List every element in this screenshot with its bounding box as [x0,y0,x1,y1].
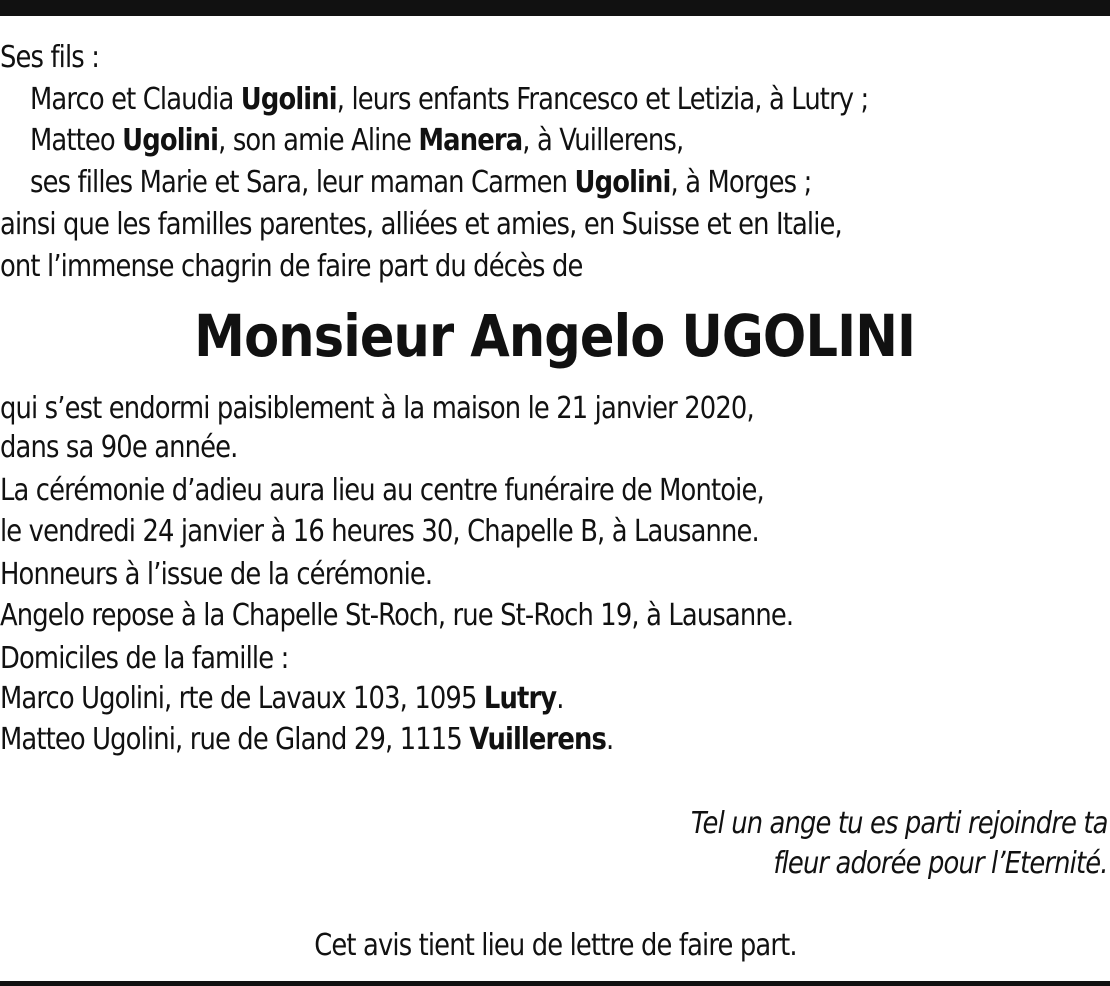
family-line-daughters-pre: ses filles Marie et Sara, leur maman Carmen [30,165,575,200]
families-line: ainsi que les familles parentes, alliées et amies, en Suisse et en Italie, [0,207,842,242]
address-line-marco-text: Marco Ugolini, rte de Lavaux 103, 1095 [0,681,484,716]
detail-line: Angelo repose à la Chapelle St-Roch, rue St-Roch 19, à Lausanne. [0,598,794,633]
intro-text: Ses fils : [0,40,100,75]
notice-footer [0,928,1110,964]
quote-line: fleur adorée pour l’Eternité. [773,846,1108,881]
top-border-rule [0,0,1110,16]
detail-line: le vendredi 24 janvier à 16 heures 30, Chapelle B, à Lausanne. [0,514,759,549]
detail-line: Domiciles de la famille : [0,641,289,676]
family-line-daughters [30,165,811,201]
detail-line: dans sa 90e année. [0,430,238,465]
quote-line: Tel un ange tu es parti rejoindre ta [691,806,1108,841]
address-line-matteo-end: . [606,722,614,757]
family-line-matteo-surname: Ugolini [122,123,219,158]
family-line-marco-surname: Ugolini [240,82,337,117]
deceased-name: Monsieur Angelo UGOLINI [194,302,916,370]
family-line-daughters-post: , à Morges ; [670,165,812,200]
address-line-marco-city: Lutry [483,681,557,716]
address-line-marco-end: . [556,681,564,716]
family-line-daughters-surname: Ugolini [574,165,671,200]
address-line-marco [0,681,564,717]
family-line-marco-post: , leurs enfants Francesco et Letizia, à Lutry ; [336,82,869,117]
address-line-matteo [0,722,613,758]
detail-line: La cérémonie d’adieu aura lieu au centre funéraire de Montoie, [0,473,764,508]
address-line-matteo-city: Vuillerens [469,722,607,757]
bottom-border-rule [0,981,1110,986]
family-line-matteo-post: , à Vuillerens, [522,123,684,158]
deceased-name-heading [0,300,1110,372]
notice-text: Cet avis tient lieu de lettre de faire part. [313,928,797,963]
detail-line: qui s’est endormi paisiblement à la maison le 21 janvier 2020, [0,391,754,426]
family-line-matteo-mid: , son amie Aline [218,123,419,158]
detail-line: Honneurs à l’issue de la cérémonie. [0,557,433,592]
family-line-matteo [30,123,683,159]
family-line-partner-surname: Manera [418,123,523,158]
family-line-marco-pre: Marco et Claudia [30,82,241,117]
family-line-marco [30,82,868,118]
family-line-matteo-pre: Matteo [30,123,123,158]
address-line-matteo-text: Matteo Ugolini, rue de Gland 29, 1115 [0,722,470,757]
announcement-line: ont l’immense chagrin de faire part du décès de [0,249,583,284]
